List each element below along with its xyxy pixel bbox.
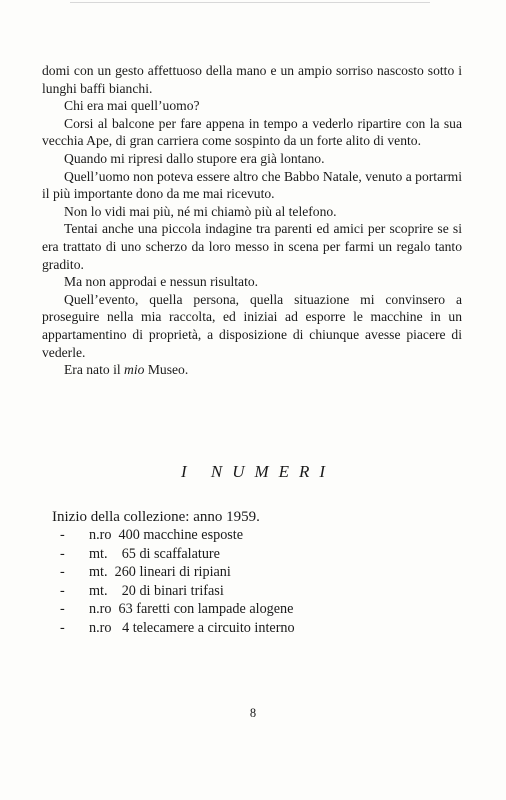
- list-dash: -: [60, 564, 65, 581]
- list-item: [60, 582, 295, 601]
- top-edge-rule: [70, 2, 430, 3]
- list-item: [60, 563, 295, 582]
- list-dash: -: [60, 601, 65, 618]
- paragraph-2: Corsi al balcone per fare appena in tempo a vederlo ripartire con la sua vecchia Ape, di gran carriera come sospinto da un forte alito di vento.: [42, 115, 462, 149]
- paragraph-9-emphasis: mio: [124, 362, 145, 378]
- list-dash: -: [60, 619, 65, 636]
- list-item-text: n.ro 63 faretti con lampade alogene: [89, 601, 294, 618]
- paragraph-continued: domi con un gesto affettuoso della mano e un ampio sorriso nascosto sotto i lunghi baffi bianchi.: [42, 63, 462, 96]
- paragraph-8: Quell’evento, quella persona, quella situazione mi convinsero a proseguire nella mia raccolta, ed iniziai ad esporre le macchine in un appartamentino di proprietà, a disposizione di chiunque avesse piacere di vederle.: [42, 291, 462, 360]
- list-item-text: mt. 65 di scaffalature: [89, 545, 220, 562]
- list-item: [60, 526, 295, 545]
- paragraph-1: Chi era mai quell’uomo?: [64, 98, 200, 114]
- list-item: [60, 545, 295, 564]
- list-item: [60, 619, 295, 638]
- list-item: [60, 600, 295, 619]
- list-item-text: mt. 260 lineari di ripiani: [89, 564, 231, 581]
- list-item-text: n.ro 400 macchine esposte: [89, 527, 244, 543]
- paragraph-6: Tentai anche una piccola indagine tra parenti ed amici per scoprire se si era trattato di uno scherzo da loro messo in scena per farmi un regalo tanto gradito.: [42, 221, 462, 272]
- paragraph-5: Non lo vidi mai più, né mi chiamò più al telefono.: [64, 203, 337, 219]
- collection-start-line: Inizio della collezione: anno 1959.: [52, 509, 260, 525]
- list-dash: -: [60, 545, 65, 562]
- page-number: 8: [249, 706, 257, 720]
- list-item-text: mt. 20 di binari trifasi: [89, 582, 224, 599]
- paragraph-3: Quando mi ripresi dallo stupore era già lontano.: [64, 150, 325, 166]
- story-text: [42, 62, 462, 379]
- list-dash: -: [60, 582, 65, 599]
- list-dash: -: [60, 527, 65, 543]
- list-item-text: n.ro 4 telecamere a circuito interno: [89, 619, 295, 636]
- section-title: I NUMERI: [180, 462, 336, 481]
- paragraph-9: [42, 361, 462, 379]
- paragraph-9-end: Museo.: [144, 362, 189, 378]
- paragraph-4: Quell’uomo non poteva essere altro che Babbo Natale, venuto a portarmi il più importante dono da me mai ricevuto.: [42, 168, 462, 202]
- numbers-list: [60, 526, 295, 638]
- paragraph-9-start: Era nato il: [64, 362, 125, 378]
- paragraph-7: Ma non approdai e nessun risultato.: [64, 274, 259, 290]
